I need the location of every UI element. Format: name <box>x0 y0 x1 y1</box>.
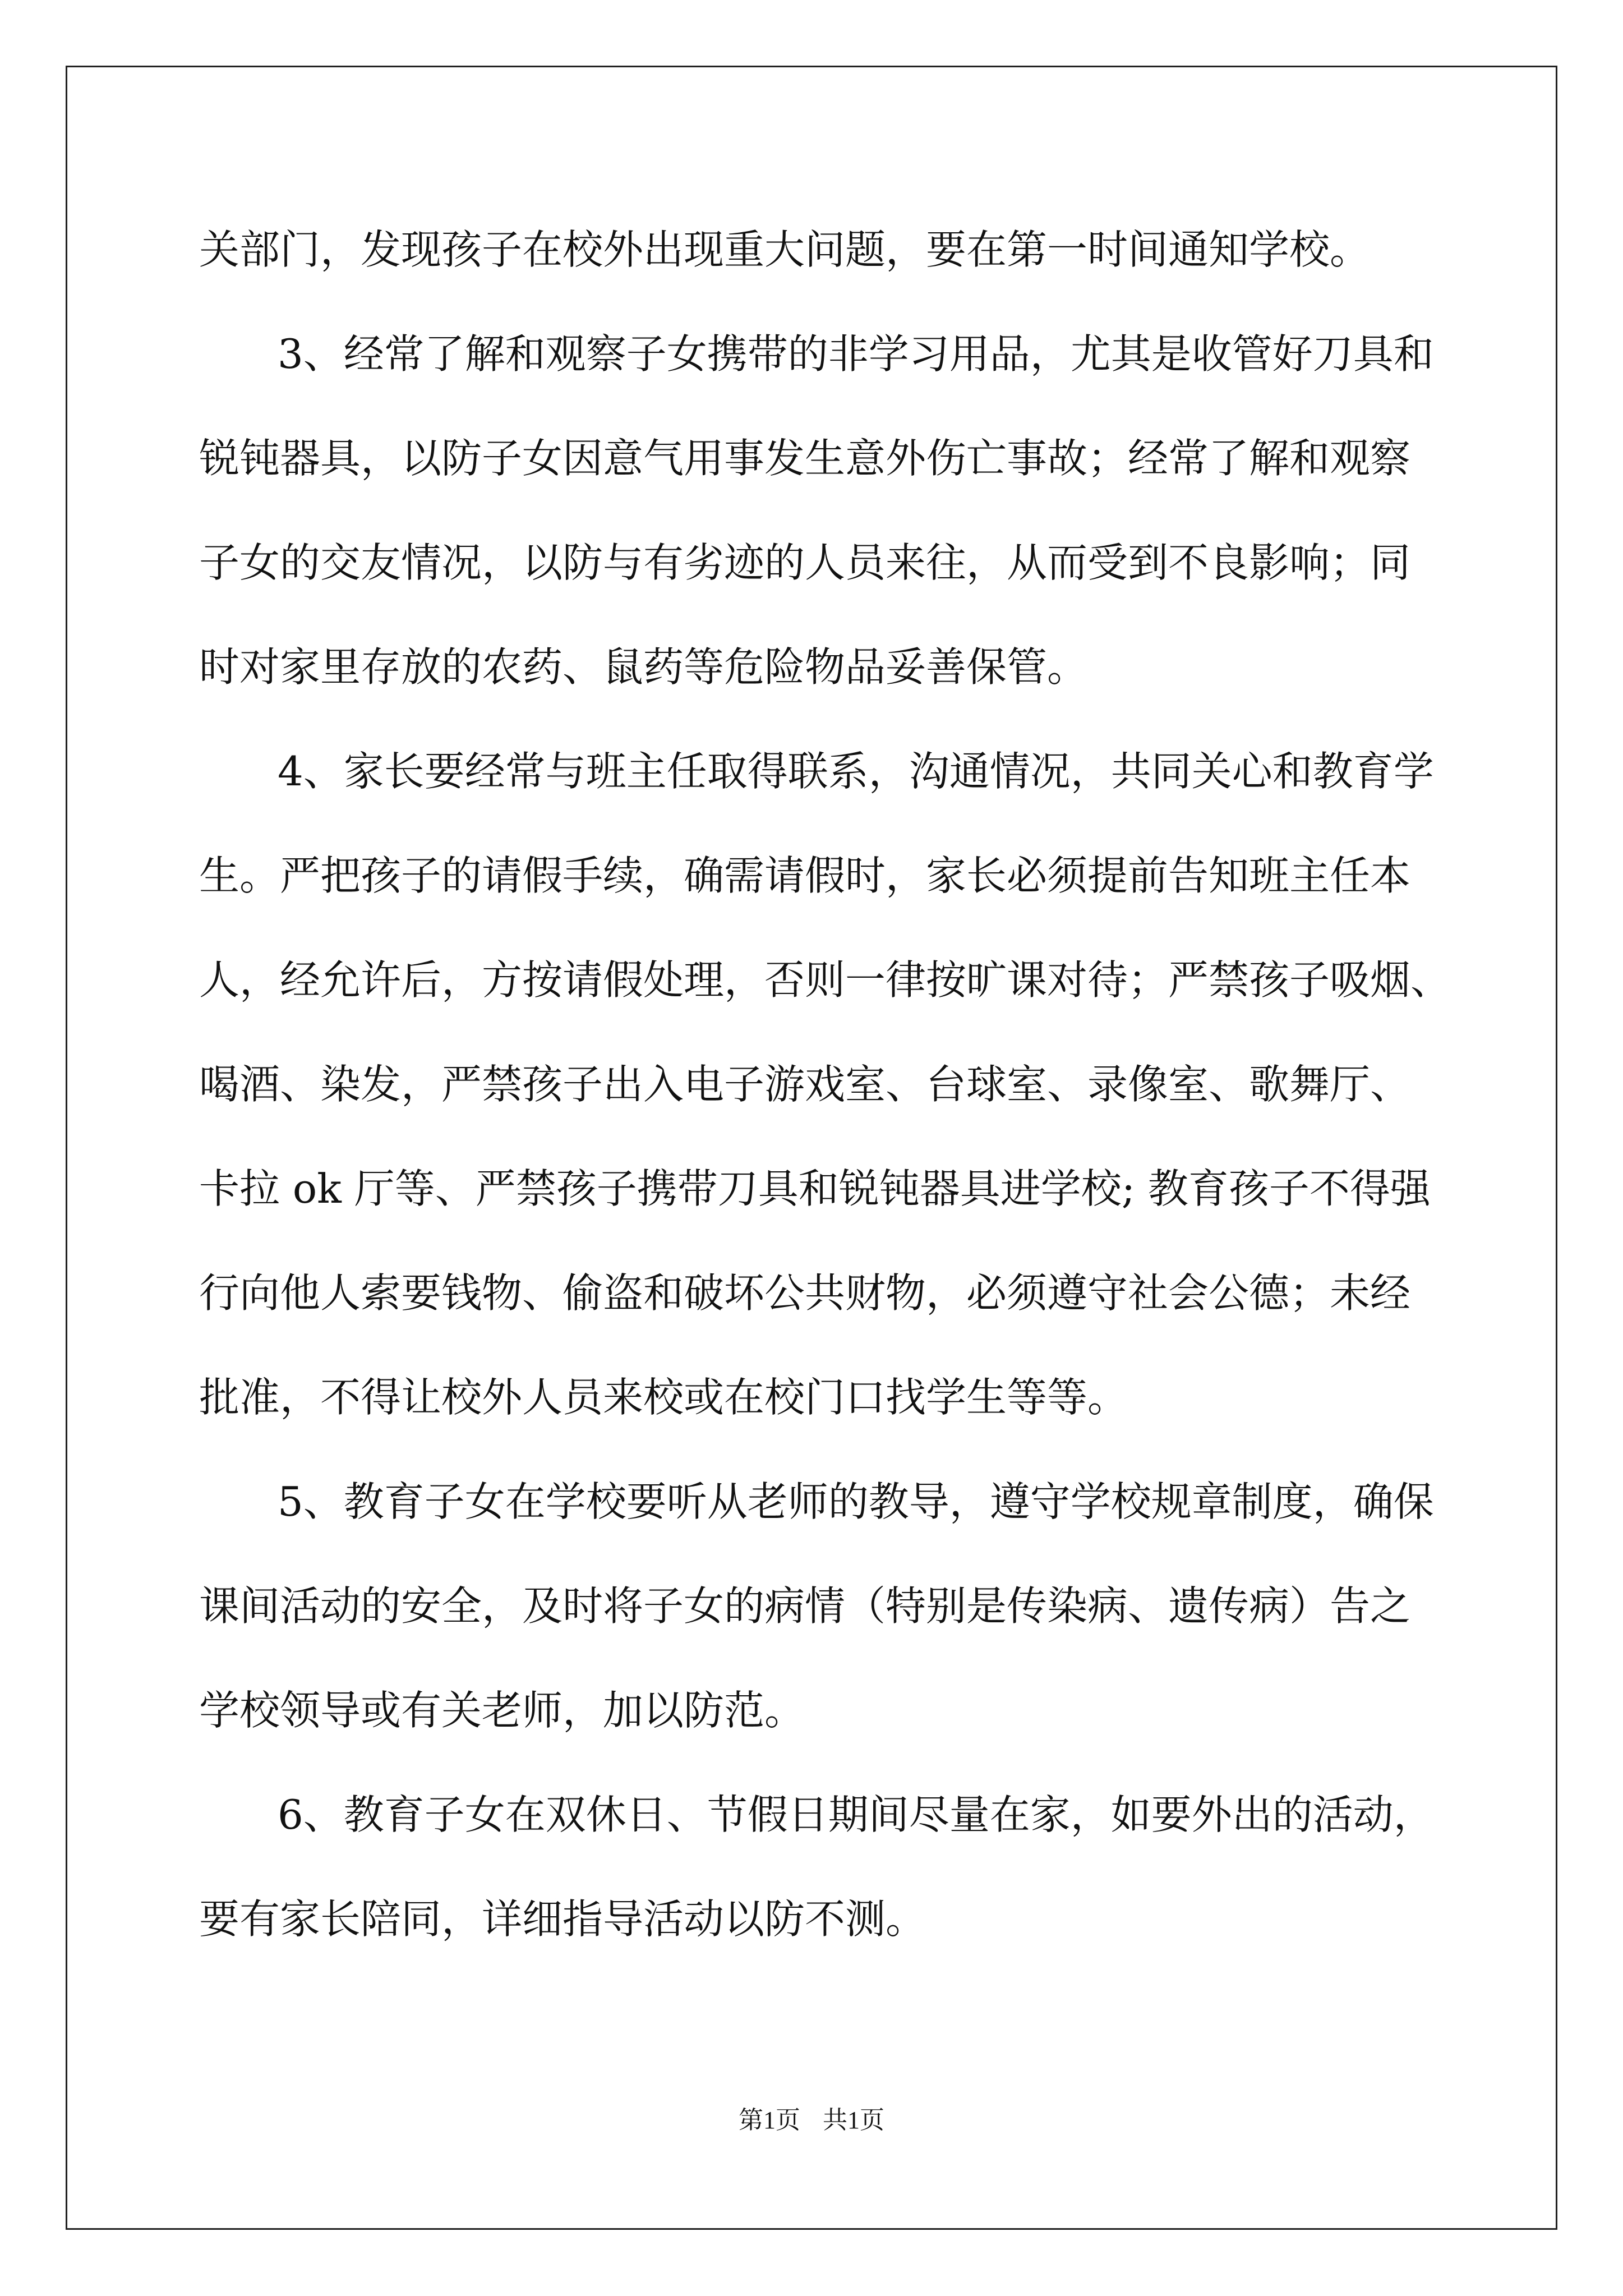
text-line: 关部门，发现孩子在校外出现重大问题，要在第一时间通知学校。 <box>199 226 1371 273</box>
text-line: 锐钝器具，以防子女因意气用事发生意外伤亡事故；经常了解和观察 <box>199 435 1411 482</box>
text-line: 课间活动的安全，及时将子女的病情（特别是传染病、遗传病）告之 <box>199 1582 1411 1630</box>
page-footer <box>0 2104 1623 2137</box>
text-line: 生。严把孩子的请假手续，确需请假时，家长必须提前告知班主任本 <box>199 852 1411 899</box>
text-line: 学校领导或有关老师，加以防范。 <box>199 1687 805 1734</box>
text-line: 时对家里存放的农药、鼠药等危险物品妥善保管。 <box>199 643 1088 691</box>
text-line: 行向他人索要钱物、偷盗和破坏公共财物，必须遵守社会公德；未经 <box>199 1269 1411 1317</box>
page-total: 共1页 <box>823 2106 884 2134</box>
text-line: 卡拉 ok 厅等、严禁孩子携带刀具和锐钝器具进学校; 教育孩子不得强 <box>199 1165 1431 1212</box>
text-line: 子女的交友情况，以防与有劣迹的人员来往，从而受到不良影响；同 <box>199 539 1411 586</box>
paragraph-5-start: 5、教育子女在学校要听从老师的教导，遵守学校规章制度，确保 <box>278 1478 1434 1525</box>
paragraph-6-start: 6、教育子女在双休日、节假日期间尽量在家，如要外出的活动， <box>278 1791 1434 1838</box>
text-line: 人，经允许后，方按请假处理，否则一律按旷课对待；严禁孩子吸烟、 <box>199 956 1451 1004</box>
text-line: 喝酒、染发，严禁孩子出入电子游戏室、台球室、录像室、歌舞厅、 <box>199 1061 1411 1108</box>
page-number: 第1页 <box>739 2106 800 2134</box>
text-line: 批准，不得让校外人员来校或在校门口找学生等等。 <box>199 1374 1128 1421</box>
paragraph-4-start: 4、家长要经常与班主任取得联系，沟通情况，共同关心和教育学 <box>278 748 1434 795</box>
paragraph-3-start: 3、经常了解和观察子女携带的非学习用品，尤其是收管好刀具和 <box>278 330 1434 378</box>
text-line: 要有家长陪同，详细指导活动以防不测。 <box>199 1895 926 1943</box>
